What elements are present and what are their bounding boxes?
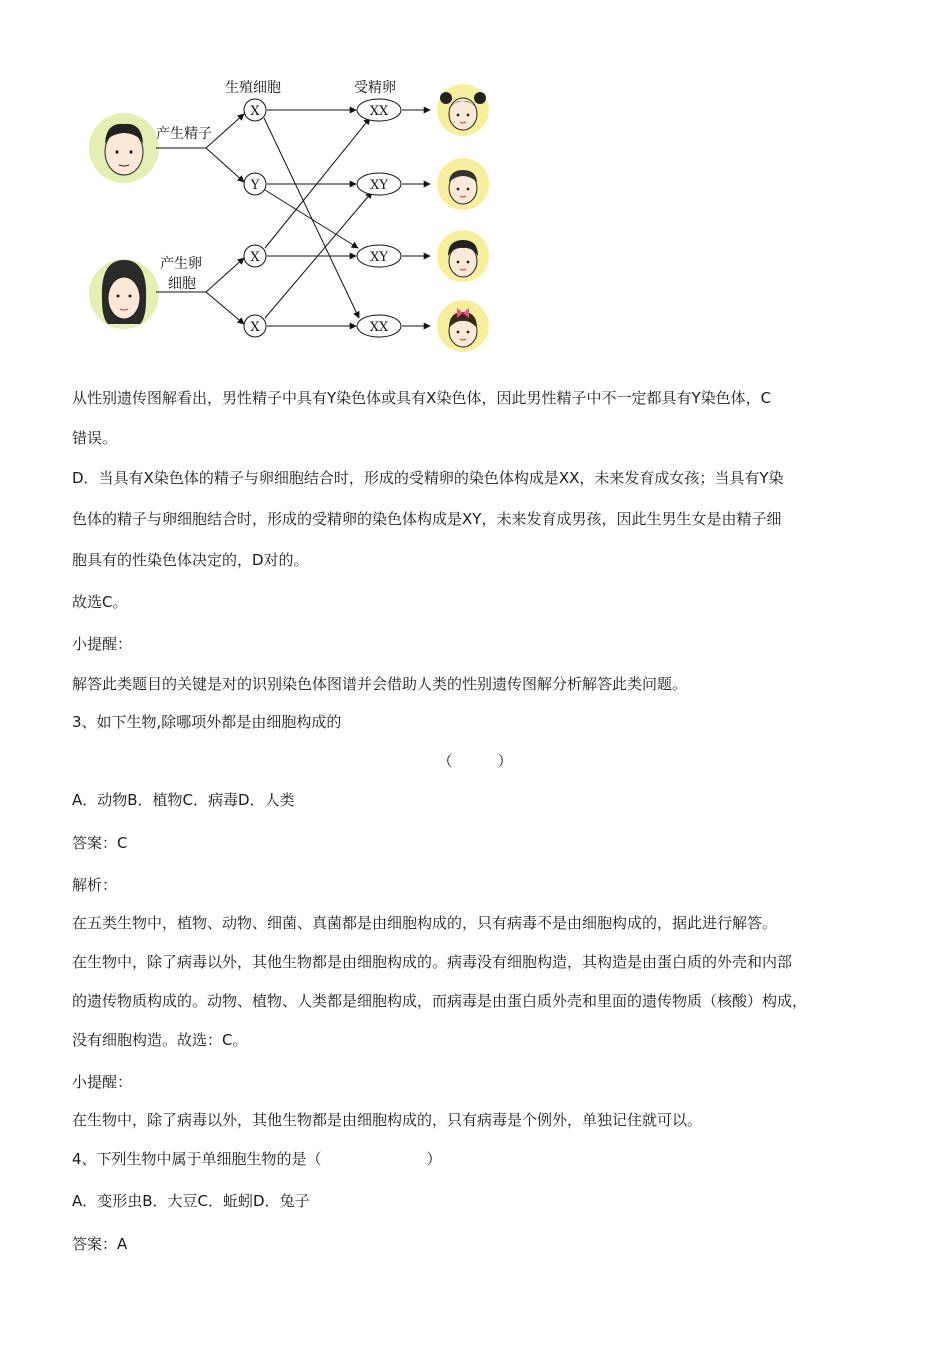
sex-inheritance-diagram [84,72,504,364]
svg-text:XY: XY [370,250,388,265]
zygote-2 [357,173,401,195]
text-line-2: 错误。 [72,429,118,447]
text-line-3: D．当具有X染色体的精子与卵细胞结合时，形成的受精卵的染色体构成是XX，未来发育成女孩；当具有Y染 [72,469,784,487]
zygote-header: 受精卵 [354,80,396,96]
boy-face-icon [437,158,489,210]
question-4: 4、下列生物中属于单细胞生物的是（ ） [72,1150,442,1168]
analysis-label: 解析： [72,876,118,894]
mother-label-line1: 产生卵 [160,256,202,272]
diagram-svg [84,72,504,364]
egg-x-2 [244,315,266,337]
blank-paren: （ ） [437,752,513,770]
egg-x-1 [244,245,266,267]
text-line-5: 胞具有的性染色体决定的，D对的。 [72,551,309,569]
svg-text:X: X [250,320,260,335]
text-line-15: 的遗传物质构成的。动物、植物、人类都是细胞构成，而病毒是由蛋白质外壳和里面的遗传物质（核酸）构成， [72,992,808,1010]
svg-text:XX: XX [369,320,389,335]
text-line-6: 故选C。 [72,593,128,611]
question-3-options: A．动物B．植物C．病毒D．人类 [72,791,295,809]
girl-face-icon [437,84,489,136]
sperm-y [244,173,266,195]
boy-face-icon-2 [437,230,489,282]
svg-text:X: X [250,104,260,119]
germ-cells-header: 生殖细胞 [225,80,281,96]
girl-face-icon-2 [437,300,489,352]
zygote-3 [357,245,401,267]
text-line-14: 在生物中，除了病毒以外，其他生物都是由细胞构成的。病毒没有细胞构造，其构造是由蛋白质的外壳和内部 [72,953,793,971]
text-line-4: 色体的精子与卵细胞结合时，形成的受精卵的染色体构成是XY，未来发育成男孩，因此生男生女是由精子细 [72,510,782,528]
zygote-1 [357,99,401,121]
text-line-18: 在生物中，除了病毒以外，其他生物都是由细胞构成的，只有病毒是个例外，单独记住就可以。 [72,1111,703,1129]
zygote-4 [357,315,401,337]
svg-text:XY: XY [370,178,388,193]
svg-text:XX: XX [369,104,389,119]
text-line-13: 在五类生物中，植物、动物、细菌、真菌都是由细胞构成的，只有病毒不是由细胞构成的，据此进行解答。 [72,914,778,932]
mother-label-line2: 细胞 [168,276,196,292]
text-line-1: 从性别遗传图解看出，男性精子中具有Y染色体或具有X染色体，因此男性精子中不一定都具有Y染色体，C [72,389,772,407]
hint-label-2: 小提醒： [72,1073,133,1091]
hint-label-1: 小提醒： [72,635,133,653]
answer-3: 答案：C [72,834,128,852]
question-4-options: A．变形虫B．大豆C．蚯蚓D．兔子 [72,1192,310,1210]
svg-text:X: X [250,250,260,265]
answer-4: 答案：A [72,1235,128,1253]
father-face-icon [89,113,159,183]
sperm-x [244,99,266,121]
text-line-16: 没有细胞构造。故选：C。 [72,1031,248,1049]
question-3: 3、如下生物,除哪项外都是由细胞构成的 [72,713,342,731]
mother-face-icon [89,259,159,329]
svg-text:Y: Y [250,178,260,193]
text-line-8: 解答此类题目的关键是对的识别染色体图谱并会借助人类的性别遗传图解分析解答此类问题。 [72,675,688,693]
father-label: 产生精子 [156,126,212,142]
